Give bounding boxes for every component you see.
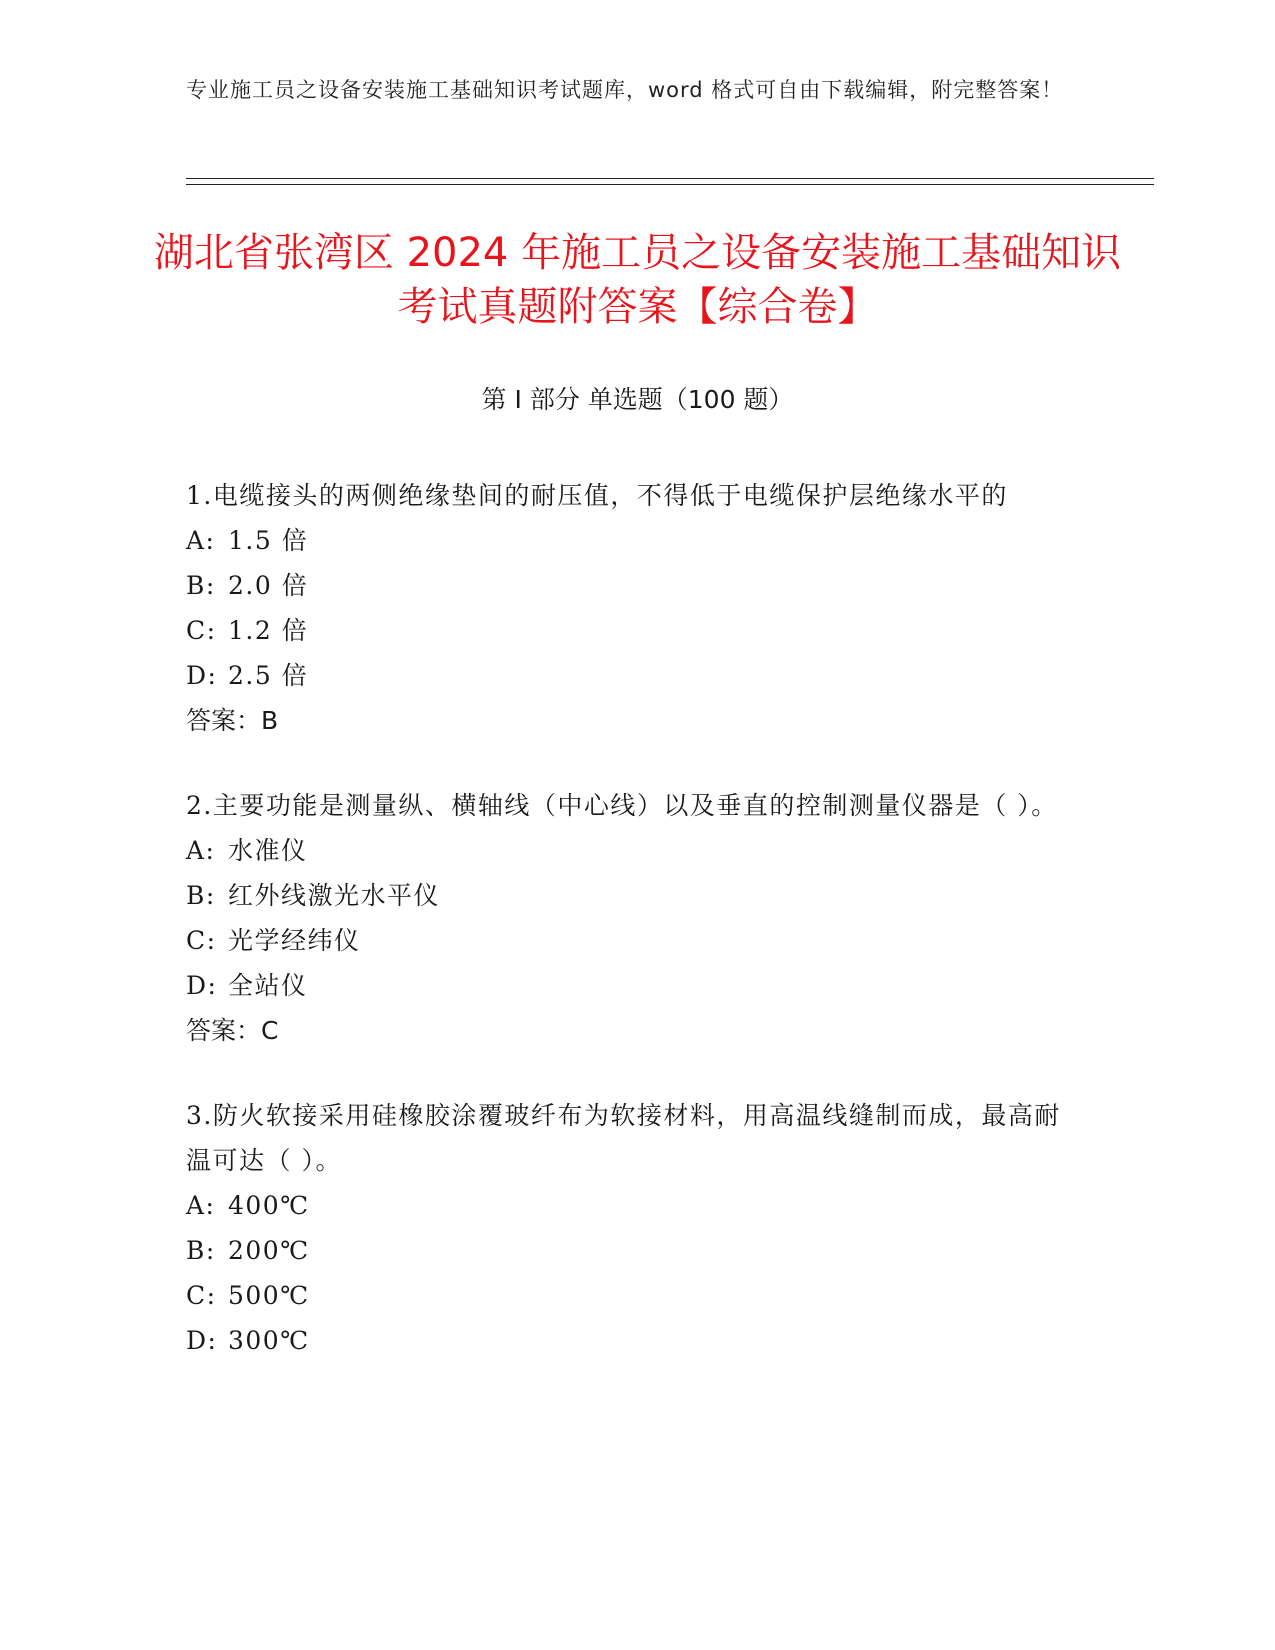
option-text: 红外线激光水平仪 xyxy=(228,881,441,910)
header-note: 专业施工员之设备安装施工基础知识考试题库，word 格式可自由下载编辑，附完整答案！ xyxy=(186,78,1064,102)
option-letter: C: xyxy=(186,926,217,955)
option-text: 光学经纬仪 xyxy=(228,926,361,955)
option-c xyxy=(186,1273,1066,1318)
option-letter: A: xyxy=(186,1191,216,1220)
option-c xyxy=(186,918,1066,963)
option-c xyxy=(186,608,1066,653)
option-a xyxy=(186,518,1066,563)
option-letter: D: xyxy=(186,661,218,690)
option-text: 1.2 倍 xyxy=(228,616,309,645)
option-text: 2.0 倍 xyxy=(228,571,309,600)
option-text: 1.5 倍 xyxy=(228,526,309,555)
option-d xyxy=(186,1318,1066,1363)
option-b xyxy=(186,873,1066,918)
option-letter: D: xyxy=(186,1326,218,1355)
option-letter: A: xyxy=(186,526,216,555)
option-text: 300℃ xyxy=(228,1326,310,1355)
option-letter: B: xyxy=(186,571,216,600)
answer: 答案：B xyxy=(186,706,279,735)
option-text: 400℃ xyxy=(228,1191,310,1220)
option-a xyxy=(186,828,1066,873)
question-list xyxy=(186,473,1066,1403)
option-letter: B: xyxy=(186,1236,216,1265)
option-text: 水准仪 xyxy=(228,836,308,865)
document-title: 湖北省张湾区 2024 年施工员之设备安装施工基础知识考试真题附答案【综合卷】 xyxy=(153,230,1122,330)
option-b xyxy=(186,1228,1066,1273)
option-letter: C: xyxy=(186,1281,217,1310)
option-text: 2.5 倍 xyxy=(228,661,309,690)
option-letter: D: xyxy=(186,971,218,1000)
question-2 xyxy=(186,783,1066,1053)
question-stem: 2.主要功能是测量纵、横轴线（中心线）以及垂直的控制测量仪器是（ ）。 xyxy=(186,791,1058,820)
question-stem: 1.电缆接头的两侧绝缘垫间的耐压值，不得低于电缆保护层绝缘水平的 xyxy=(186,481,1008,510)
header-divider-bottom xyxy=(186,184,1154,185)
option-text: 500℃ xyxy=(228,1281,310,1310)
option-letter: C: xyxy=(186,616,217,645)
option-text: 全站仪 xyxy=(228,971,308,1000)
option-letter: B: xyxy=(186,881,216,910)
option-b xyxy=(186,563,1066,608)
option-d xyxy=(186,653,1066,698)
question-1 xyxy=(186,473,1066,743)
option-text: 200℃ xyxy=(228,1236,310,1265)
answer: 答案：C xyxy=(186,1016,279,1045)
option-letter: A: xyxy=(186,836,216,865)
section-heading: 第 I 部分 单选题（100 题） xyxy=(481,385,794,414)
option-a xyxy=(186,1183,1066,1228)
question-stem: 3.防火软接采用硅橡胶涂覆玻纤布为软接材料，用高温线缝制而成，最高耐温可达（ ）。 xyxy=(186,1101,1061,1175)
question-3 xyxy=(186,1093,1066,1363)
option-d xyxy=(186,963,1066,1008)
header-divider-top xyxy=(186,178,1154,179)
